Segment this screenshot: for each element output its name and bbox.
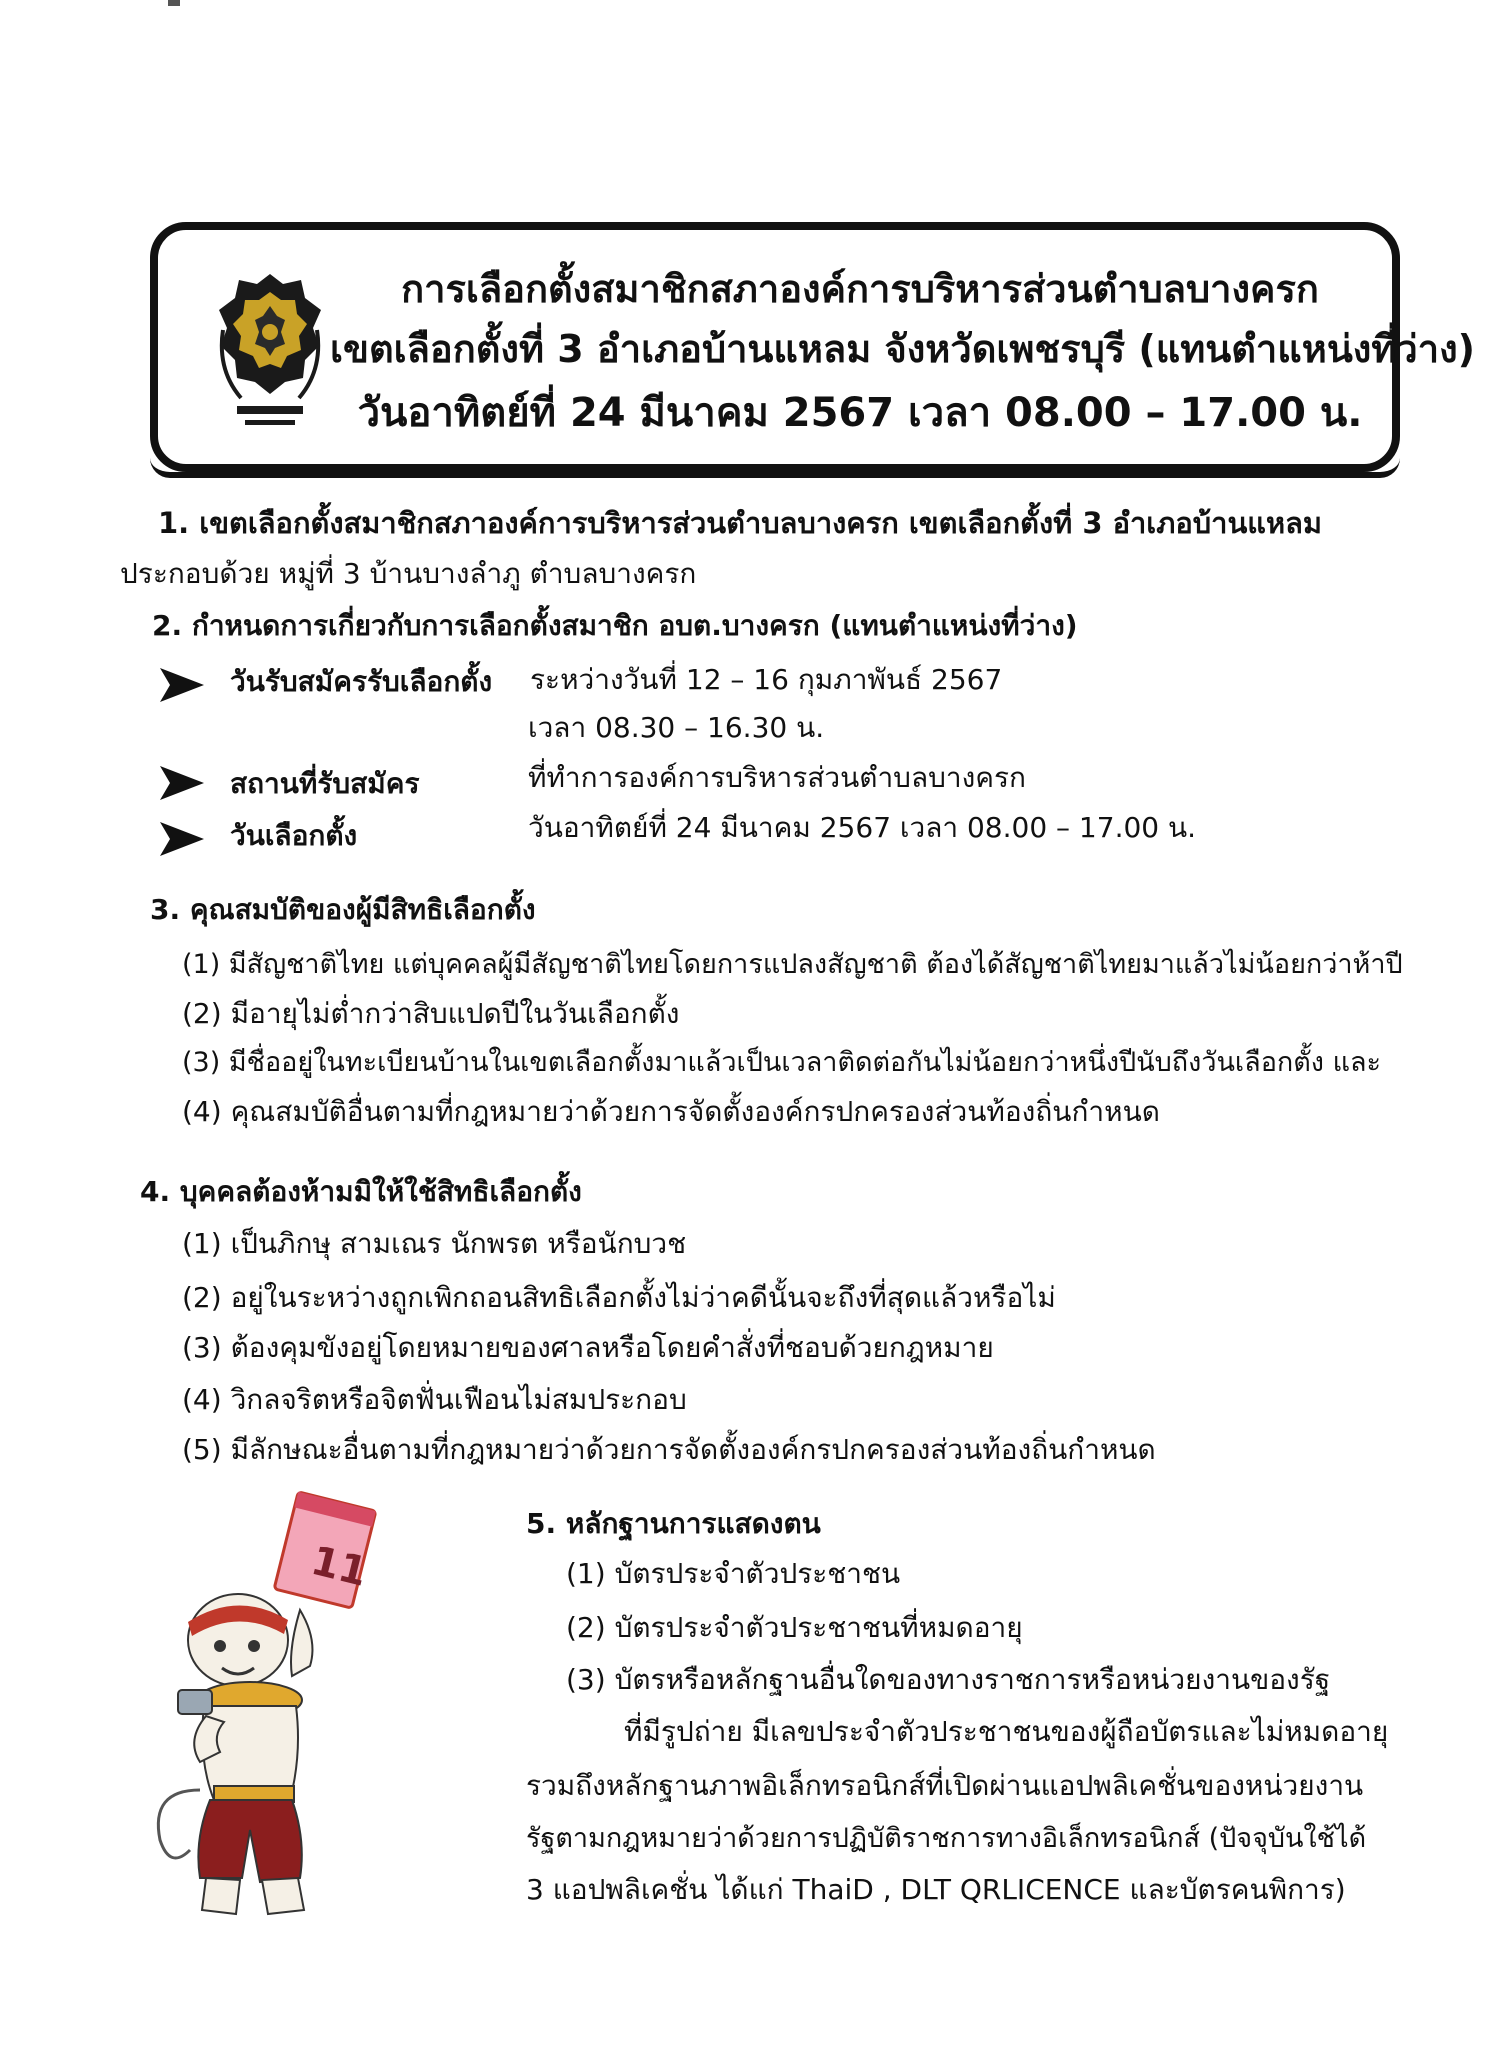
section4-heading: 4. บุคคลต้องห้ามมิให้ใช้สิทธิเลือกตั้ง bbox=[140, 1175, 582, 1208]
header-title-line3: วันอาทิตย์ที่ 24 มีนาคม 2567 เวลา 08.00 – 17.00 น. bbox=[357, 390, 1363, 436]
mascot-card-number: 11 bbox=[306, 1537, 372, 1596]
section3-item4: (4) คุณสมบัติอื่นตามที่กฎหมายว่าด้วยการจัดตั้งองค์กรปกครองส่วนท้องถิ่นกำหนด bbox=[182, 1095, 1160, 1128]
section5-item2: (2) บัตรประจำตัวประชาชนที่หมดอายุ bbox=[566, 1611, 1023, 1644]
top-edge-mark bbox=[168, 0, 180, 6]
schedule-value-location: ที่ทำการองค์การบริหารส่วนตำบลบางครก bbox=[528, 761, 1026, 794]
section2-heading: 2. กำหนดการเกี่ยวกับการเลือกตั้งสมาชิก อบต.บางครก (แทนตำแหน่งที่ว่าง) bbox=[152, 609, 1078, 642]
schedule-label-location: สถานที่รับสมัคร bbox=[230, 767, 420, 800]
section3-item2: (2) มีอายุไม่ต่ำกว่าสิบแปดปีในวันเลือกตั้ง bbox=[182, 997, 680, 1030]
section5-paragraph-line3: 3 แอปพลิเคชั่น ได้แก่ ThaiD , DLT QRLICENCE และบัตรคนพิการ) bbox=[526, 1873, 1346, 1906]
section3-heading: 3. คุณสมบัติของผู้มีสิทธิเลือกตั้ง bbox=[150, 893, 536, 926]
section3-item3: (3) มีชื่ออยู่ในทะเบียนบ้านในเขตเลือกตั้งมาแล้วเป็นเวลาติดต่อกันไม่น้อยกว่าหนึ่งปีนับถึงวันเลือกตั้ง และ bbox=[182, 1047, 1382, 1078]
section5-item3-line2: ที่มีรูปถ่าย มีเลขประจำตัวประชาชนของผู้ถือบัตรและไม่หมดอายุ bbox=[624, 1715, 1389, 1748]
section1-line2: ประกอบด้วย หมู่ที่ 3 บ้านบางลำภู ตำบลบางครก bbox=[120, 557, 697, 590]
section5-paragraph-line2: รัฐตามกฎหมายว่าด้วยการปฏิบัติราชการทางอิเล็กทรอนิกส์ (ปัจจุบันใช้ได้ bbox=[526, 1823, 1367, 1854]
section1-line1: 1. เขตเลือกตั้งสมาชิกสภาองค์การบริหารส่วนตำบลบางครก เขตเลือกตั้งที่ 3 อำเภอบ้านแหลม bbox=[158, 506, 1322, 540]
section5-item1: (1) บัตรประจำตัวประชาชน bbox=[566, 1557, 901, 1590]
section5-heading: 5. หลักฐานการแสดงตน bbox=[526, 1507, 821, 1540]
seal-emblem-icon bbox=[215, 270, 325, 430]
section5-paragraph-line1: รวมถึงหลักฐานภาพอิเล็กทรอนิกส์ที่เปิดผ่านแอปพลิเคชั่นของหน่วยงาน bbox=[526, 1769, 1364, 1802]
section4-item5: (5) มีลักษณะอื่นตามที่กฎหมายว่าด้วยการจัดตั้งองค์กรปกครองส่วนท้องถิ่นกำหนด bbox=[182, 1433, 1156, 1466]
schedule-value-election-day: วันอาทิตย์ที่ 24 มีนาคม 2567 เวลา 08.00 – 17.00 น. bbox=[528, 811, 1197, 844]
schedule-label-registration: วันรับสมัครรับเลือกตั้ง bbox=[230, 665, 493, 698]
section5-item3-line1: (3) บัตรหรือหลักฐานอื่นใดของทางราชการหรือหน่วยงานของรัฐ bbox=[566, 1663, 1331, 1696]
section4-item4: (4) วิกลจริตหรือจิตฟั่นเฟือนไม่สมประกอบ bbox=[182, 1383, 687, 1416]
arrow-bullet-icon bbox=[160, 668, 204, 702]
schedule-value-registration-time: เวลา 08.30 – 16.30 น. bbox=[528, 711, 825, 744]
arrow-bullet-icon bbox=[160, 822, 204, 856]
header-title-line2: เขตเลือกตั้งที่ 3 อำเภอบ้านแหลม จังหวัดเพชรบุรี (แทนตำแหน่งที่ว่าง) bbox=[330, 327, 1475, 371]
section4-item2: (2) อยู่ในระหว่างถูกเพิกถอนสิทธิเลือกตั้งไม่ว่าคดีนั้นจะถึงที่สุดแล้วหรือไม่ bbox=[182, 1281, 1056, 1314]
section3-item1: (1) มีสัญชาติไทย แต่บุคคลผู้มีสัญชาติไทยโดยการแปลงสัญชาติ ต้องได้สัญชาติไทยมาแล้วไม่น้อยกว่าห้าปี bbox=[182, 949, 1403, 980]
section4-item3: (3) ต้องคุมขังอยู่โดยหมายของศาลหรือโดยคำสั่งที่ชอบด้วยกฎหมาย bbox=[182, 1331, 994, 1364]
header-title-line1: การเลือกตั้งสมาชิกสภาองค์การบริหารส่วนตำบลบางครก bbox=[401, 267, 1319, 311]
arrow-bullet-icon bbox=[160, 766, 204, 800]
schedule-value-registration: ระหว่างวันที่ 12 – 16 กุมภาพันธ์ 2567 bbox=[530, 663, 1003, 696]
section4-item1: (1) เป็นภิกษุ สามเณร นักพรต หรือนักบวช bbox=[182, 1227, 687, 1260]
hanuman-mascot-icon bbox=[150, 1490, 400, 1930]
schedule-label-election-day: วันเลือกตั้ง bbox=[230, 819, 358, 852]
